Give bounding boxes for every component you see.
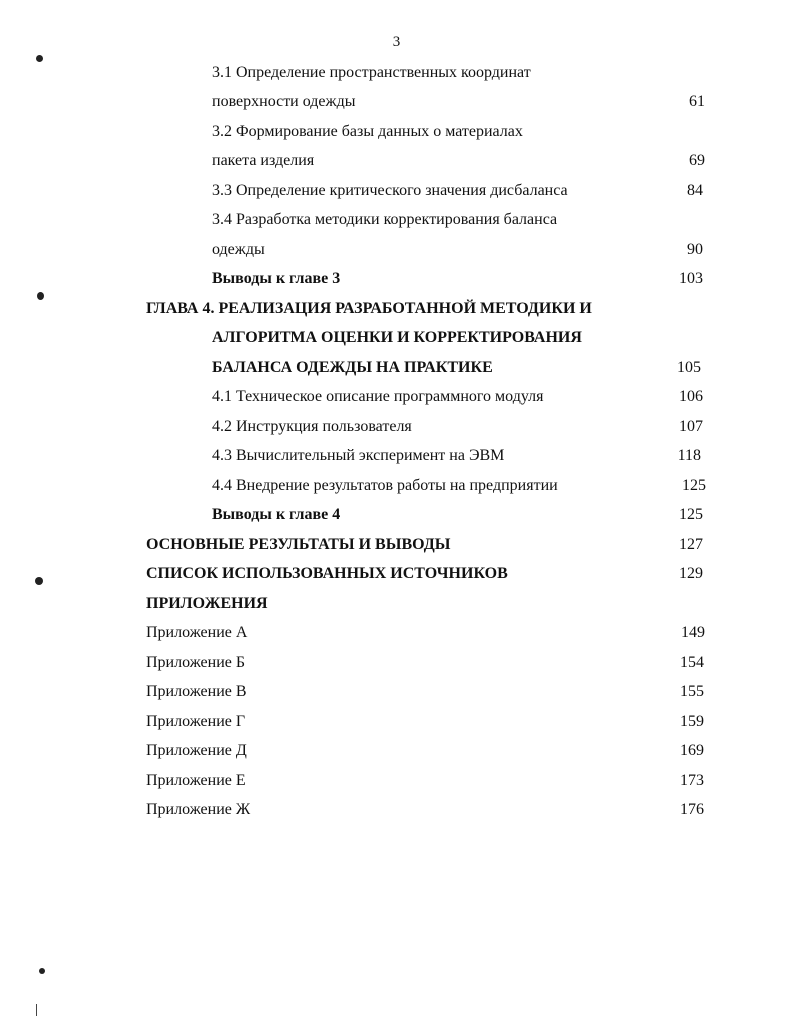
toc-page-number: 90	[687, 241, 703, 258]
scan-mark	[37, 292, 44, 300]
scan-mark	[36, 55, 43, 62]
toc-page-number: 173	[680, 772, 704, 789]
scan-mark	[39, 968, 45, 974]
toc-entry-appendix-v[interactable]: Приложение В	[146, 683, 247, 700]
toc-page-number: 61	[689, 93, 705, 110]
toc-page-number: 125	[682, 477, 706, 494]
toc-entry-3-4[interactable]: 3.4 Разработка методики корректирования баланса	[212, 211, 558, 228]
toc-entry-conclusions-3[interactable]: Выводы к главе 3	[212, 270, 341, 287]
toc-page-number: 155	[680, 683, 704, 700]
toc-entry-4-2[interactable]: 4.2 Инструкция пользователя	[212, 418, 412, 435]
toc-page-number: 149	[681, 624, 705, 641]
toc-page-number: 84	[687, 182, 703, 199]
toc-entry-appendix-g[interactable]: Приложение Г	[146, 713, 246, 730]
toc-page-number: 154	[680, 654, 704, 671]
toc-entry-3-4-cont[interactable]: одежды	[212, 241, 265, 258]
toc-page-number: 159	[680, 713, 704, 730]
page-number: 3	[392, 34, 401, 50]
toc-page-number: 125	[679, 506, 703, 523]
toc-page-number: 107	[679, 418, 703, 435]
toc-chapter-4-cont[interactable]: АЛГОРИТМА ОЦЕНКИ И КОРРЕКТИРОВАНИЯ	[212, 329, 582, 346]
toc-entry-3-1-cont[interactable]: поверхности одежды	[212, 93, 356, 110]
scan-mark	[35, 577, 43, 585]
toc-page-number: 105	[677, 359, 701, 376]
toc-page-number: 169	[680, 742, 704, 759]
toc-page-number: 129	[679, 565, 703, 582]
toc-page-number: 127	[679, 536, 703, 553]
toc-page-number: 69	[689, 152, 705, 169]
toc-chapter-4-cont[interactable]: БАЛАНСА ОДЕЖДЫ НА ПРАКТИКЕ	[212, 359, 493, 376]
scan-mark	[36, 1004, 37, 1016]
toc-entry-3-3[interactable]: 3.3 Определение критического значения дисбаланса	[212, 182, 568, 199]
toc-entry-3-2-cont[interactable]: пакета изделия	[212, 152, 315, 169]
toc-page-number: 103	[679, 270, 703, 287]
toc-entry-4-1[interactable]: 4.1 Техническое описание программного модуля	[212, 388, 544, 405]
toc-entry-appendices[interactable]: ПРИЛОЖЕНИЯ	[146, 595, 268, 612]
toc-entry-3-1[interactable]: 3.1 Определение пространственных координат	[212, 64, 531, 81]
toc-entry-appendix-d[interactable]: Приложение Д	[146, 742, 247, 759]
toc-entry-3-2[interactable]: 3.2 Формирование базы данных о материалах	[212, 123, 523, 140]
toc-entry-4-4[interactable]: 4.4 Внедрение результатов работы на предприятии	[212, 477, 558, 494]
toc-entry-appendix-a[interactable]: Приложение А	[146, 624, 248, 641]
toc-entry-sources[interactable]: СПИСОК ИСПОЛЬЗОВАННЫХ ИСТОЧНИКОВ	[146, 565, 508, 582]
toc-page-number: 118	[677, 447, 701, 464]
toc-entry-conclusions-4[interactable]: Выводы к главе 4	[212, 506, 341, 523]
toc-chapter-4[interactable]: ГЛАВА 4. РЕАЛИЗАЦИЯ РАЗРАБОТАННОЙ МЕТОДИКИ И	[146, 300, 592, 317]
toc-entry-4-3[interactable]: 4.3 Вычислительный эксперимент на ЭВМ	[212, 447, 505, 464]
toc-page-number: 106	[679, 388, 703, 405]
toc-entry-appendix-zh[interactable]: Приложение Ж	[146, 801, 251, 818]
toc-entry-appendix-e[interactable]: Приложение Е	[146, 772, 246, 789]
toc-page-number: 176	[680, 801, 704, 818]
toc-entry-appendix-b[interactable]: Приложение Б	[146, 654, 246, 671]
toc-entry-results[interactable]: ОСНОВНЫЕ РЕЗУЛЬТАТЫ И ВЫВОДЫ	[146, 536, 451, 553]
